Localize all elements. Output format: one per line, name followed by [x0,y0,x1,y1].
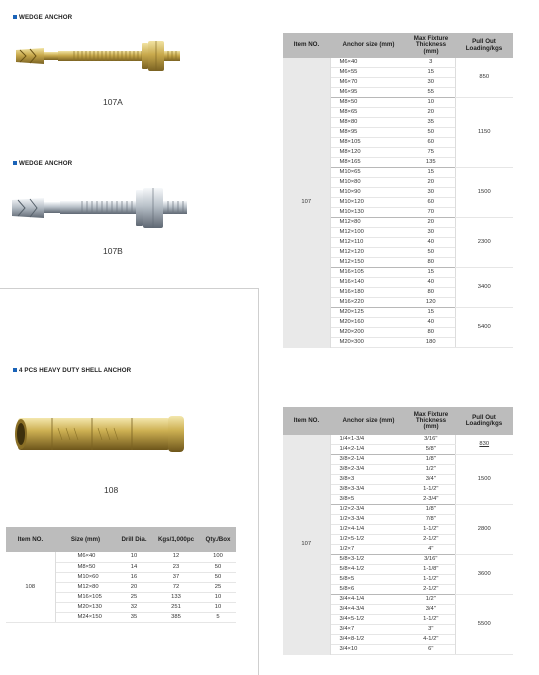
thickness-cell: 80 [407,328,455,338]
col-header-pull-out-loading: Pull Out Loading/kgs [455,33,513,58]
qty-box-cell: 5 [200,613,236,623]
size-cell: M20×130 [55,602,116,612]
anchor-size-cell: M8×65 [330,108,407,118]
anchor-size-cell: M20×300 [330,338,407,348]
weight-cell: 133 [152,592,200,602]
thickness-cell: 15 [407,68,455,78]
col-header-pull-out-loading: Pull Out Loading/kgs [455,407,513,435]
anchor-size-cell: 3/4×8-1/2 [330,635,407,645]
square-bullet-icon [13,368,17,372]
anchor-size-cell: 3/8×5 [330,495,407,505]
pull-out-load-value: 1500 [477,476,491,483]
size-cell: M8×50 [55,562,116,572]
anchor-size-cell: M10×120 [330,198,407,208]
thickness-cell: 1/2" [407,465,455,475]
anchor-size-cell: 3/8×2-1/4 [330,455,407,465]
thickness-cell: 3" [407,625,455,635]
col-header-weight: Kgs/1,000pc [152,527,200,552]
anchor-size-cell: M6×95 [330,88,407,98]
thickness-cell: 80 [407,288,455,298]
pull-out-load-cell [455,595,513,655]
qty-box-cell: 10 [200,602,236,612]
weight-cell: 251 [152,602,200,612]
thickness-cell: 1/8" [407,455,455,465]
pull-out-load-cell [455,268,513,308]
anchor-size-cell: 1/2×4-1/4 [330,525,407,535]
anchor-size-cell: M10×65 [330,168,407,178]
thickness-cell: 1/2" [407,595,455,605]
section-title-shell-anchor: 4 PCS HEAVY DUTY SHELL ANCHOR [13,367,131,374]
qty-box-cell: 100 [200,552,236,562]
pull-out-load-value: 830 [479,441,490,448]
thickness-cell: 4" [407,545,455,555]
weight-cell: 37 [152,572,200,582]
thickness-cell: 1-1/8" [407,565,455,575]
pull-out-load-value: 850 [479,74,490,81]
pull-out-load-value: 2300 [477,239,491,246]
thickness-cell: 1-1/2" [407,575,455,585]
anchor-size-cell: 3/8×2-3/4 [330,465,407,475]
metric-table-body [283,58,513,348]
thickness-cell: 50 [407,248,455,258]
section-title-wedge-anchor-b: WEDGE ANCHOR [13,160,72,167]
size-cell: M12×80 [55,582,116,592]
anchor-size-cell: M12×80 [330,218,407,228]
metric-spec-table [283,33,513,348]
anchor-size-cell: 3/8×3-3/4 [330,485,407,495]
thickness-cell: 3/4" [407,605,455,615]
anchor-size-cell: M10×80 [330,178,407,188]
thickness-cell: 135 [407,158,455,168]
col-header-item-no: Item NO. [283,407,330,435]
col-header-max-fixture-thickness: Max Fixture Thickness (mm) [407,407,455,435]
item-no-cell: 107 [283,58,330,348]
anchor-size-cell: 3/4×4-1/4 [330,595,407,605]
shell-anchor-spec-table [6,527,236,623]
wedge-anchor-107a-photo [14,38,190,74]
anchor-size-cell: 3/4×7 [330,625,407,635]
pull-out-load-cell [455,98,513,168]
col-header-anchor-size: Anchor size (mm) [330,33,407,58]
weight-cell: 385 [152,613,200,623]
pull-out-load-cell [455,58,513,98]
thickness-cell: 40 [407,318,455,328]
col-header-max-fixture-thickness: Max Fixture Thickness (mm) [407,33,455,58]
inch-table-body [283,435,513,655]
pull-out-load-cell [455,435,513,455]
pull-out-load-value: 1500 [477,189,491,196]
anchor-size-cell: 1/2×2-3/4 [330,505,407,515]
anchor-size-cell: M12×110 [330,238,407,248]
thickness-cell: 40 [407,238,455,248]
weight-cell: 72 [152,582,200,592]
inch-spec-table [283,407,513,655]
table-row [283,435,513,445]
anchor-size-cell: 1/2×5-1/2 [330,535,407,545]
pull-out-load-value: 2800 [477,526,491,533]
col-header-qty-box: Qty./Box [200,527,236,552]
anchor-size-cell: 5/8×3-1/2 [330,555,407,565]
col-header-item-no: Item NO. [283,33,330,58]
pull-out-load-value: 3400 [477,284,491,291]
square-bullet-icon [13,15,17,19]
anchor-size-cell: M8×105 [330,138,407,148]
anchor-size-cell: M8×165 [330,158,407,168]
shell-table-body [6,552,236,623]
weight-cell: 12 [152,552,200,562]
anchor-size-cell: M12×120 [330,248,407,258]
thickness-cell: 1-1/2" [407,615,455,625]
thickness-cell: 30 [407,228,455,238]
anchor-size-cell: 1/4×2-1/4 [330,445,407,455]
thickness-cell: 2-1/2" [407,535,455,545]
size-cell: M10×60 [55,572,116,582]
pull-out-load-cell [455,455,513,505]
qty-box-cell: 50 [200,562,236,572]
anchor-size-cell: M16×140 [330,278,407,288]
thickness-cell: 5/8" [407,445,455,455]
drill-dia-cell: 10 [116,552,152,562]
size-cell: M16×105 [55,592,116,602]
thickness-cell: 3 [407,58,455,68]
anchor-size-cell: M8×80 [330,118,407,128]
section-divider [0,288,259,289]
thickness-cell: 15 [407,168,455,178]
table-row [6,552,236,562]
size-cell: M6×40 [55,552,116,562]
thickness-cell: 10 [407,98,455,108]
thickness-cell: 4-1/2" [407,635,455,645]
thickness-cell: 3/4" [407,475,455,485]
anchor-size-cell: M16×180 [330,288,407,298]
pull-out-load-cell [455,168,513,218]
thickness-cell: 1-1/2" [407,525,455,535]
anchor-size-cell: 1/2×3-3/4 [330,515,407,525]
thickness-cell: 20 [407,178,455,188]
anchor-size-cell: M10×130 [330,208,407,218]
pull-out-load-cell [455,218,513,268]
qty-box-cell: 50 [200,572,236,582]
size-cell: M24×150 [55,613,116,623]
anchor-size-cell: M20×125 [330,308,407,318]
thickness-cell: 60 [407,138,455,148]
product-code-107b: 107B [103,246,123,256]
anchor-size-cell: M6×55 [330,68,407,78]
anchor-size-cell: 1/2×7 [330,545,407,555]
thickness-cell: 180 [407,338,455,348]
thickness-cell: 2-3/4" [407,495,455,505]
table-row [283,58,513,68]
anchor-size-cell: M12×150 [330,258,407,268]
anchor-size-cell: 1/4×1-3/4 [330,435,407,445]
anchor-size-cell: M20×160 [330,318,407,328]
qty-box-cell: 25 [200,582,236,592]
thickness-cell: 120 [407,298,455,308]
drill-dia-cell: 16 [116,572,152,582]
pull-out-load-value: 1150 [478,129,491,136]
anchor-size-cell: M6×70 [330,78,407,88]
thickness-cell: 15 [407,268,455,278]
pull-out-load-cell [455,555,513,595]
pull-out-load-value: 5400 [477,324,491,331]
anchor-size-cell: 5/8×4-1/2 [330,565,407,575]
anchor-size-cell: 3/4×10 [330,645,407,655]
anchor-size-cell: M12×100 [330,228,407,238]
thickness-cell: 40 [407,278,455,288]
column-divider [258,288,259,675]
anchor-size-cell: M16×220 [330,298,407,308]
anchor-size-cell: M8×50 [330,98,407,108]
anchor-size-cell: M8×95 [330,128,407,138]
thickness-cell: 7/8" [407,515,455,525]
thickness-cell: 2-1/2" [407,585,455,595]
thickness-cell: 30 [407,188,455,198]
thickness-cell: 1-1/2" [407,485,455,495]
drill-dia-cell: 14 [116,562,152,572]
thickness-cell: 80 [407,258,455,268]
square-bullet-icon [13,161,17,165]
weight-cell: 23 [152,562,200,572]
pull-out-load-value: 5500 [477,621,491,628]
qty-box-cell: 10 [200,592,236,602]
thickness-cell: 6" [407,645,455,655]
thickness-cell: 1/8" [407,505,455,515]
col-header-size: Size (mm) [55,527,116,552]
pull-out-load-value: 3600 [477,571,491,578]
wedge-anchor-107b-photo [8,186,192,230]
thickness-cell: 3/16" [407,435,455,445]
anchor-size-cell: M10×90 [330,188,407,198]
product-code-108: 108 [104,485,119,495]
drill-dia-cell: 20 [116,582,152,592]
anchor-size-cell: 3/4×4-3/4 [330,605,407,615]
anchor-size-cell: 5/8×5 [330,575,407,585]
anchor-size-cell: M6×40 [330,58,407,68]
item-no-cell: 107 [283,435,330,655]
thickness-cell: 30 [407,78,455,88]
drill-dia-cell: 25 [116,592,152,602]
thickness-cell: 55 [407,88,455,98]
drill-dia-cell: 32 [116,602,152,612]
item-no-cell: 108 [6,552,55,623]
anchor-size-cell: 3/4×5-1/2 [330,615,407,625]
thickness-cell: 70 [407,208,455,218]
thickness-cell: 60 [407,198,455,208]
col-header-item-no: Item NO. [6,527,55,552]
thickness-cell: 75 [407,148,455,158]
thickness-cell: 50 [407,128,455,138]
drill-dia-cell: 35 [116,613,152,623]
thickness-cell: 3/16" [407,555,455,565]
anchor-size-cell: M8×120 [330,148,407,158]
anchor-size-cell: M20×200 [330,328,407,338]
product-code-107a: 107A [103,97,123,107]
section-title-wedge-anchor-a: WEDGE ANCHOR [13,14,72,21]
thickness-cell: 20 [407,108,455,118]
anchor-size-cell: M16×105 [330,268,407,278]
col-header-anchor-size: Anchor size (mm) [330,407,407,435]
thickness-cell: 35 [407,118,455,128]
pull-out-load-cell [455,505,513,555]
col-header-drill-dia: Drill Dia. [116,527,152,552]
anchor-size-cell: 5/8×6 [330,585,407,595]
thickness-cell: 20 [407,218,455,228]
anchor-size-cell: 3/8×3 [330,475,407,485]
pull-out-load-cell [455,308,513,348]
thickness-cell: 15 [407,308,455,318]
shell-anchor-108-photo [12,410,188,458]
